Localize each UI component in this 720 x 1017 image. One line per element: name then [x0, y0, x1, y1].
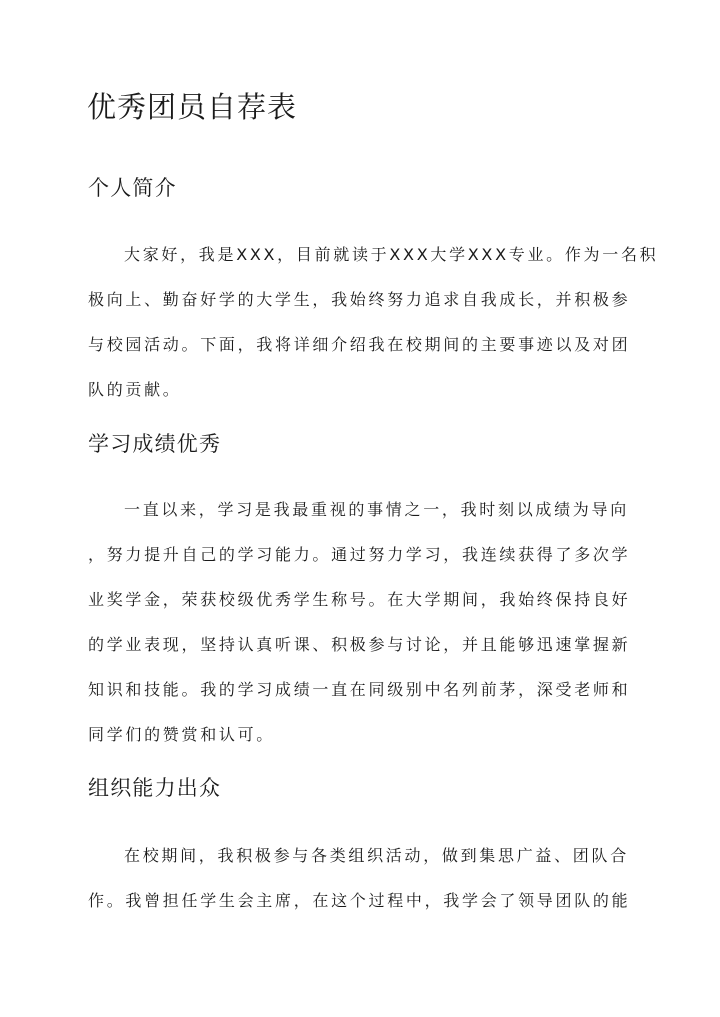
paragraph-line: 知识和技能。我的学习成绩一直在同级别中名列前茅，深受老师和: [88, 680, 631, 699]
paragraph-line: 同学们的赞赏和认可。: [88, 725, 276, 744]
paragraph-line: ，努力提升自己的学习能力。通过努力学习，我连续获得了多次学: [88, 545, 631, 564]
paragraph-line: 的学业表现，坚持认真听课、积极参与讨论，并且能够迅速掌握新: [88, 635, 631, 654]
paragraph-line: 一直以来，学习是我最重视的事情之一，我时刻以成绩为导向: [124, 500, 629, 519]
paragraph-line: 作。我曾担任学生会主席，在这个过程中，我学会了领导团队的能: [88, 891, 631, 910]
section-heading-organization: 组织能力出众: [88, 776, 222, 800]
paragraph-line: 极向上、勤奋好学的大学生，我始终努力追求自我成长，并积极参: [88, 290, 631, 309]
document-title: 优秀团员自荐表: [87, 90, 298, 124]
section-heading-personal-intro: 个人简介: [88, 176, 177, 200]
section-paragraph-academic: [88, 487, 636, 757]
paragraph-line: 大家好，我是XXX，目前就读于XXX大学XXX专业。作为一名积: [124, 245, 659, 264]
paragraph-line: 在校期间，我积极参与各类组织活动，做到集思广益、团队合: [124, 846, 629, 865]
paragraph-line: 业奖学金，荣获校级优秀学生称号。在大学期间，我始终保持良好: [88, 590, 631, 609]
section-paragraph-organization: [88, 833, 636, 923]
paragraph-line: 与校园活动。下面，我将详细介绍我在校期间的主要事迹以及对团: [88, 335, 631, 354]
section-paragraph-personal-intro: [88, 232, 659, 412]
section-heading-academic: 学习成绩优秀: [88, 432, 222, 456]
paragraph-line: 队的贡献。: [88, 380, 182, 399]
